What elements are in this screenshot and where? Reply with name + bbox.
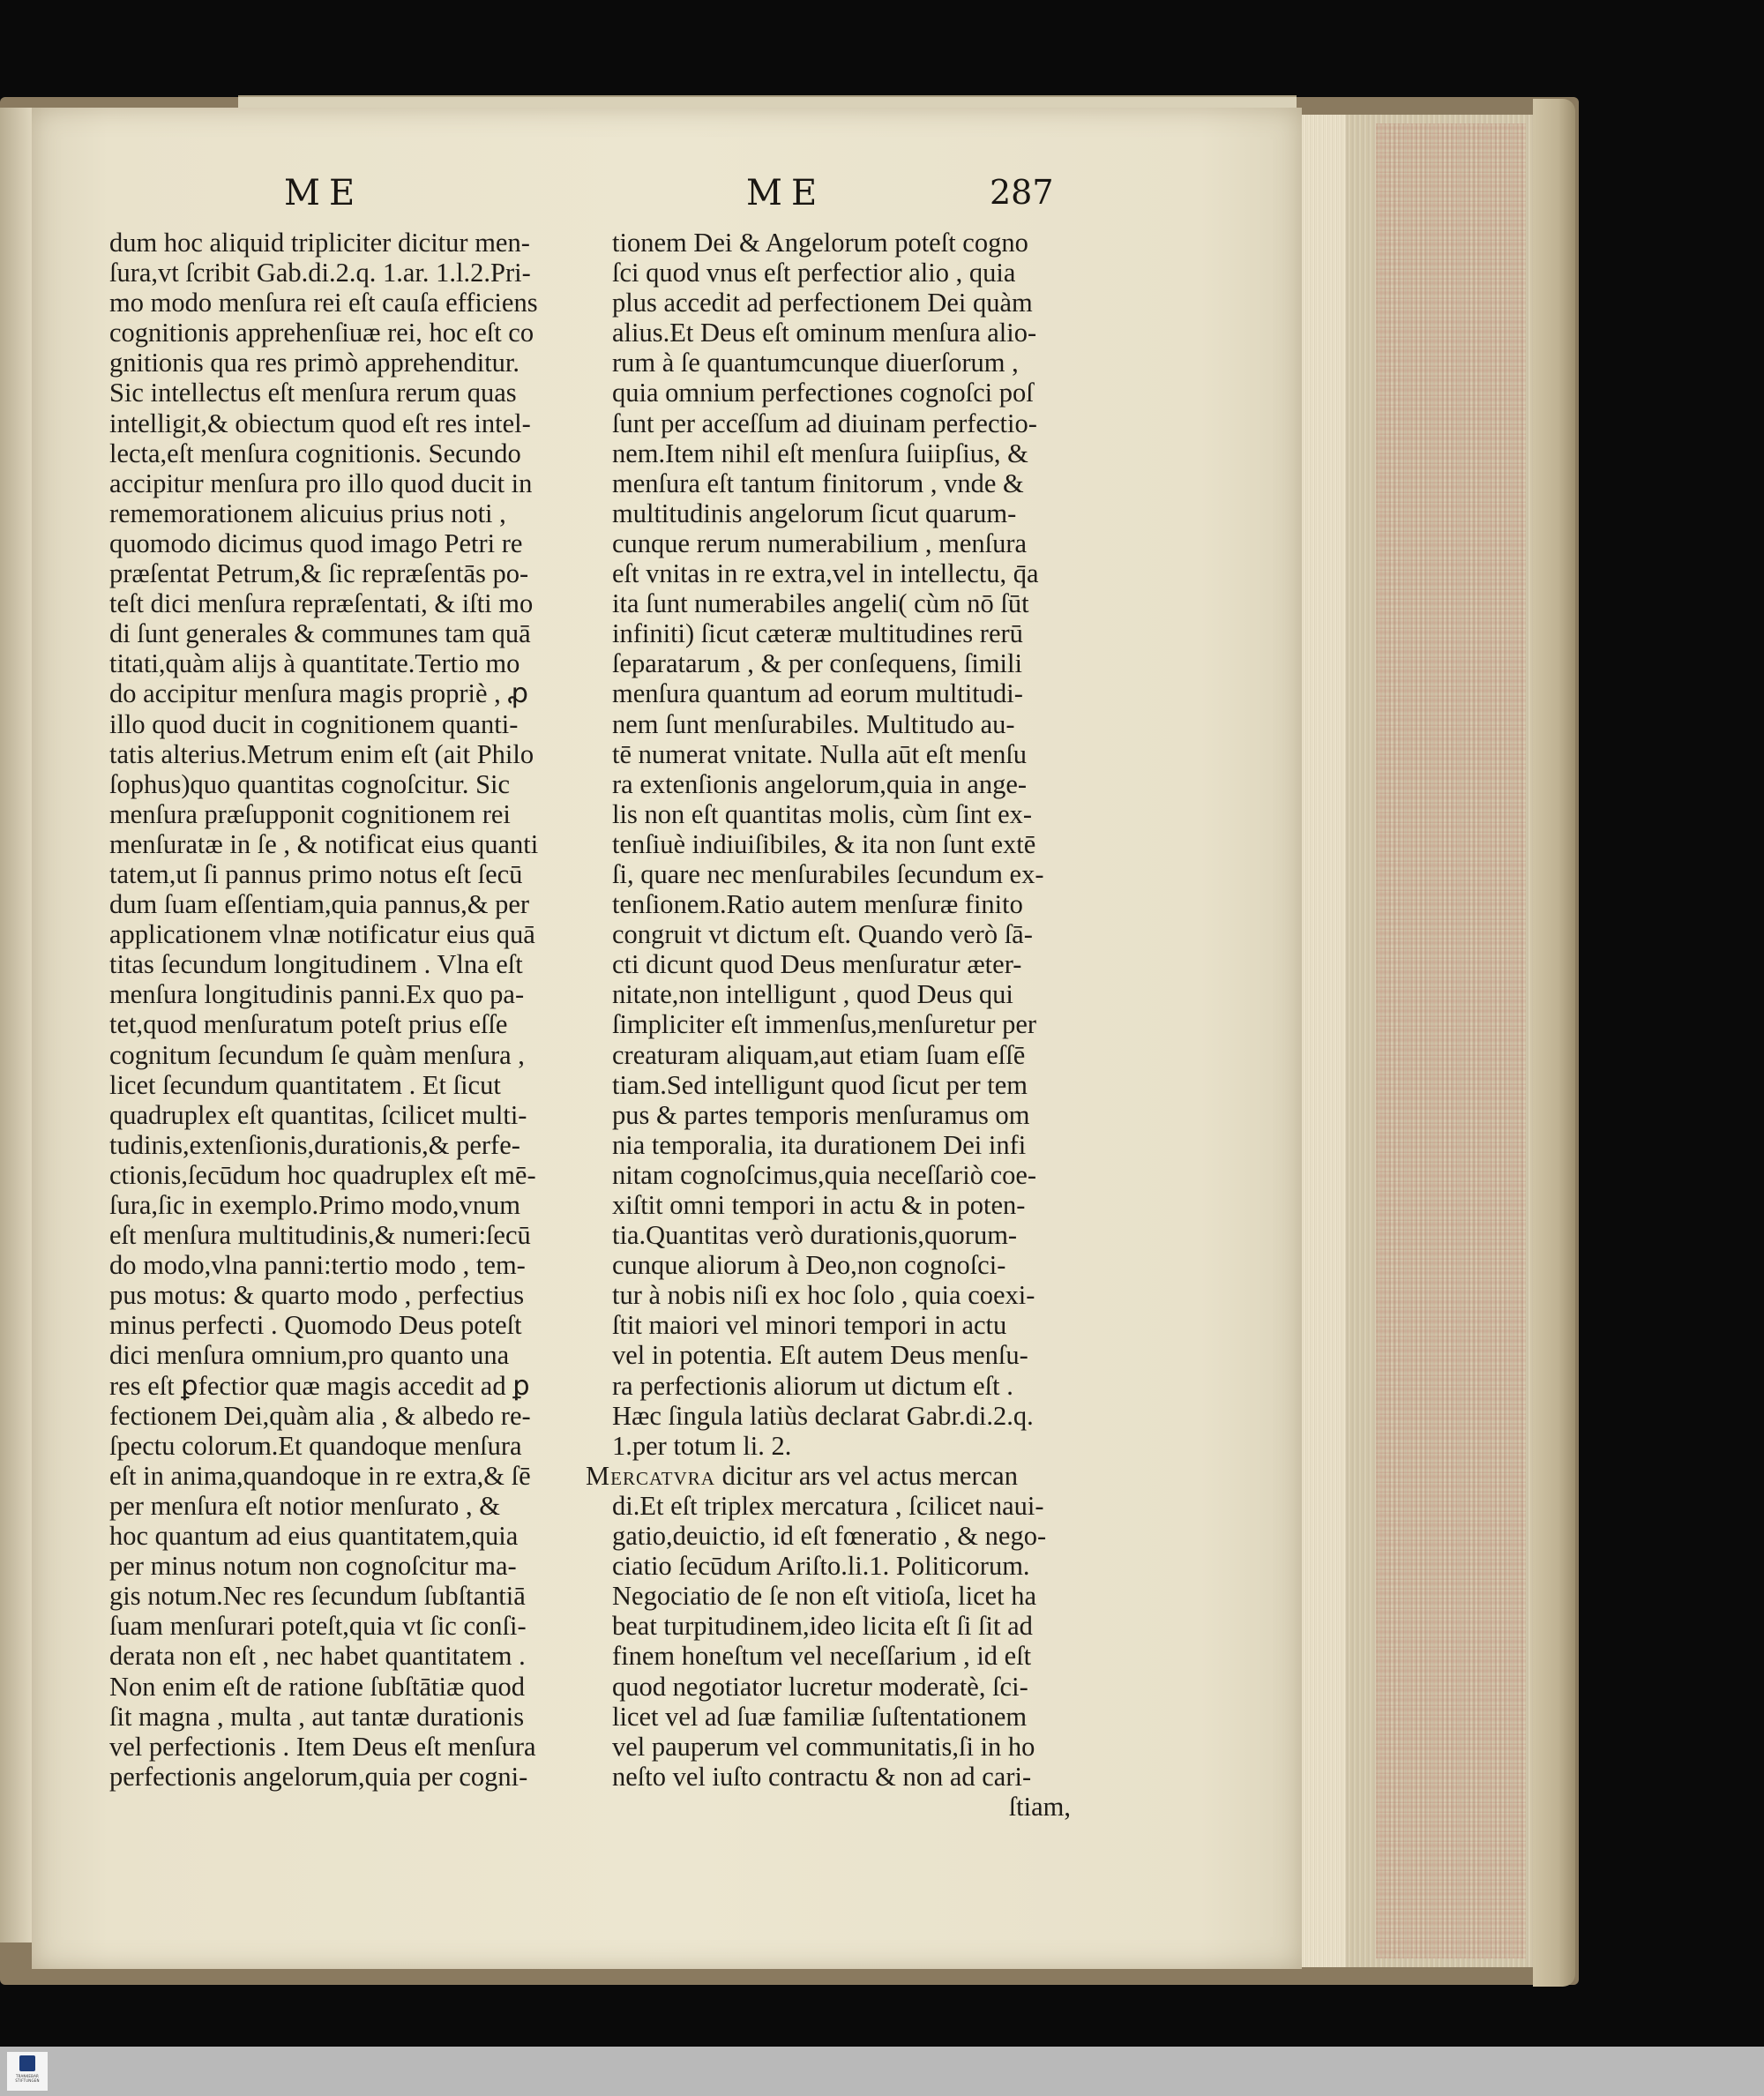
viewer-footer-bar xyxy=(0,2047,1764,2096)
text-line: nem ſunt menſurabiles. Multitudo au- xyxy=(612,708,1015,739)
text-line: tenſionem.Ratio autem menſuræ finito xyxy=(612,889,1023,920)
text-line: tia.Quantitas verò durationis,quorum- xyxy=(612,1220,1018,1251)
library-logo-icon xyxy=(19,2055,35,2071)
text-line: nem.Item nihil eſt menſura ſuiipſius, & xyxy=(612,438,1028,468)
text-line: vel in potentia. Eſt autem Deus menſu- xyxy=(612,1340,1028,1371)
text-line: pus motus: & quarto modo , perfectius xyxy=(109,1280,525,1311)
text-line: ſura,vt ſcribit Gab.di.2.q. 1.ar. 1.l.2.Pri- xyxy=(109,258,531,288)
text-line: vel perfectionis . Item Deus eſt menſura xyxy=(109,1731,536,1762)
text-line: fectionem Dei,quàm alia , & albedo re- xyxy=(109,1400,531,1431)
text-line: gnitionis qua res primò apprehenditur. xyxy=(109,348,520,378)
text-line: congruit vt dictum eſt. Quando verò ſā- xyxy=(612,919,1033,950)
text-line: cti dicunt quod Deus menſuratur æter- xyxy=(612,949,1022,980)
text-line: ſci quod vnus eſt perfectior alio , quia xyxy=(612,258,1016,288)
text-line: ſeparatarum , & per conſequens, ſimili xyxy=(612,648,1022,679)
text-line: minus perfecti . Quomodo Deus poteſt xyxy=(109,1310,522,1341)
text-line: per minus notum non cognoſcitur ma- xyxy=(109,1551,517,1582)
text-line: tudinis,extenſionis,durationis,& perfe- xyxy=(109,1129,520,1160)
text-line: tur à nobis niſi ex hoc ſolo , quia coexi- xyxy=(612,1280,1035,1311)
text-line: menſura præſupponit cognitionem rei xyxy=(109,798,511,829)
text-line: nitam cognoſcimus,quia neceſſariò coe- xyxy=(612,1159,1037,1190)
text-line: menſura quantum ad eorum multitudi- xyxy=(612,678,1023,709)
text-line: ſophus)quo quantitas cognoſcitur. Sic xyxy=(109,768,511,799)
text-line: do accipitur menſura magis propriè , ꝓ xyxy=(109,678,529,709)
text-line: Hæc ſingula latiùs declarat Gabr.di.2.q. xyxy=(612,1400,1034,1431)
text-line: lecta,eſt menſura cognitionis. Secundo xyxy=(109,438,521,468)
text-line: Non enim eſt de ratione ſubſtātiæ quod xyxy=(109,1671,525,1702)
text-line: Sic intellectus eſt menſura rerum quas xyxy=(109,378,517,408)
text-line: vel pauperum vel communitatis,ſi in ho xyxy=(612,1731,1035,1762)
text-line: per menſura eſt notior menſurato , & xyxy=(109,1490,500,1521)
text-line: ſtit maiori vel minori tempori in actu xyxy=(612,1310,1007,1341)
text-line: rum à ſe quantumcunque diuerſorum , xyxy=(612,348,1019,378)
right-text-column xyxy=(586,228,1118,1822)
running-head-center: ME xyxy=(746,173,826,213)
text-line: menſuratæ in ſe , & notificat eius quanti xyxy=(109,828,539,859)
text-line: derata non eſt , nec habet quantitatem . xyxy=(109,1641,526,1672)
text-line: tenſiuè indiuiſibiles, & ita non ſunt extē xyxy=(612,828,1036,859)
text-line: applicationem vlnæ notificatur eius quā xyxy=(109,919,535,950)
text-line: titati,quàm alijs à quantitate.Tertio mo xyxy=(109,648,520,679)
text-line: tionem Dei & Angelorum poteſt cogno xyxy=(612,228,1028,258)
text-line: ra perfectionis aliorum ut dictum eſt . xyxy=(612,1370,1013,1401)
text-line: ſuam menſurari poteſt,quia vt ſic conſi- xyxy=(109,1611,527,1642)
text-line: xiſtit omni tempori in actu & in poten- xyxy=(612,1190,1026,1220)
text-line: menſura eſt tantum finitorum , vnde & xyxy=(612,468,1024,498)
text-line: ſpectu colorum.Et quandoque menſura xyxy=(109,1430,522,1461)
text-line: præſentat Petrum,& ſic repræſentās po- xyxy=(109,558,529,589)
text-line: dum hoc aliquid tripliciter dicitur men- xyxy=(109,228,530,258)
text-line: ſimpliciter eſt immenſus,menſuretur per xyxy=(612,1009,1037,1040)
text-line: eſt in anima,quandoque in re extra,& ſē xyxy=(109,1460,531,1491)
text-line: dum ſuam eſſentiam,quia pannus,& per xyxy=(109,889,530,920)
text-line: ra extenſionis angelorum,quia in ange- xyxy=(612,768,1028,799)
text-line: eſt menſura multitudinis,& numeri:ſecū xyxy=(109,1220,531,1251)
text-line: lis non eſt quantitas molis, cùm ſint ex- xyxy=(612,798,1033,829)
catchword: ſtiam, xyxy=(1008,1791,1071,1822)
text-line: cunque rerum numerabilium , menſura xyxy=(612,528,1028,558)
text-line: 1.per totum li. 2. xyxy=(612,1430,792,1461)
text-line: finem honeſtum vel neceſſarium , id eſt xyxy=(612,1641,1032,1672)
text-line: tē numerat vnitate. Nulla aūt eſt menſu xyxy=(612,738,1028,769)
text-line: ita ſunt numerabiles angeli( cùm nō ſūt xyxy=(612,588,1029,619)
text-line: ſunt per acceſſum ad diuinam perfectio- xyxy=(612,408,1037,438)
text-line: tet,quod menſuratum poteſt prius eſſe xyxy=(109,1009,508,1040)
text-line: illo quod ducit in cognitionem quanti- xyxy=(109,708,519,739)
text-line: alius.Et Deus eſt ominum menſura alio- xyxy=(612,318,1037,348)
text-line: ſi, quare nec menſurabiles ſecundum ex- xyxy=(612,858,1044,889)
text-line: hoc quantum ad eius quantitatem,quia xyxy=(109,1521,519,1552)
text-line: Negociatio de ſe non eſt vitioſa, licet ha xyxy=(612,1581,1037,1612)
text-line: pus & partes temporis menſuramus om xyxy=(612,1099,1030,1130)
text-line: di ſunt generales & communes tam quā xyxy=(109,618,531,649)
text-line: res eſt ꝑfectior quæ magis accedit ad ꝑ xyxy=(109,1370,530,1401)
text-line: rememorationem alicuius prius noti , xyxy=(109,498,506,528)
text-line: ſura,ſic in exemplo.Primo modo,vnum xyxy=(109,1190,520,1220)
text-line: licet ſecundum quantitatem . Et ſicut xyxy=(109,1069,501,1100)
text-line: quia omnium perfectiones cognoſci poſ xyxy=(612,378,1034,408)
entry-first-line xyxy=(586,1461,1118,1491)
text-line: quomodo dicimus quod imago Petri re xyxy=(109,528,523,558)
text-line: plus accedit ad perfectionem Dei quàm xyxy=(612,288,1033,318)
text-line: quadruplex eſt quantitas, ſcilicet multi- xyxy=(109,1099,527,1130)
library-logo[interactable] xyxy=(7,2052,48,2091)
text-line: titas ſecundum longitudinem . Vlna eſt xyxy=(109,949,523,980)
text-line: infiniti) ſicut cæteræ multitudines rerū xyxy=(612,618,1023,649)
text-line: perfectionis angelorum,quia per cogni- xyxy=(109,1761,528,1792)
text-line: do modo,vlna panni:tertio modo , tem- xyxy=(109,1250,526,1281)
text-line: creaturam aliquam,aut etiam ſuam eſſē xyxy=(612,1039,1026,1070)
text-line: beat turpitudinem,ideo licita eſt ſi ſit ad xyxy=(612,1611,1033,1642)
text-line: ſit magna , multa , aut tantæ durationis xyxy=(109,1701,525,1732)
text-line: teſt dici menſura repræſentati, & iſti mo xyxy=(109,588,534,619)
entry-headword: Mercatvra xyxy=(586,1460,715,1491)
text-line: cognitionis apprehenſiuæ rei, hoc eſt co xyxy=(109,318,534,348)
left-page-edge xyxy=(0,108,34,1943)
fore-edge-speckle xyxy=(1376,124,1526,1958)
library-logo-text: TRANKEBAR STIFTUNGEN xyxy=(15,2074,40,2083)
text-line: mo modo menſura rei eſt cauſa efficiens xyxy=(109,288,538,318)
text-line: tatis alterius.Metrum enim eſt (ait Philo xyxy=(109,738,534,769)
text-line: nia temporalia, ita durationem Dei infi xyxy=(612,1129,1027,1160)
text-line: ciatio ſecūdum Ariſto.li.1. Politicorum. xyxy=(612,1551,1030,1582)
text-line: multitudinis angelorum ſicut quarum- xyxy=(612,498,1017,528)
text-line: gatio,deuictio, id eſt fœneratio , & nego- xyxy=(612,1521,1047,1552)
page-number: 287 xyxy=(990,173,1054,212)
text-line: licet vel ad ſuæ familiæ ſuſtentationem xyxy=(612,1701,1028,1732)
text-line: tatem,ut ſi pannus primo notus eſt ſecū xyxy=(109,858,523,889)
text-line: quod negotiator lucretur moderatè, ſci- xyxy=(612,1671,1028,1702)
text-line: menſura longitudinis panni.Ex quo pa- xyxy=(109,979,525,1010)
text-line: nitate,non intelligunt , quod Deus qui xyxy=(612,979,1013,1010)
book-binding xyxy=(1533,99,1575,1987)
left-text-column xyxy=(109,228,586,1792)
text-line: cognitum ſecundum ſe quàm menſura , xyxy=(109,1039,525,1070)
text-line: di.Et eſt triplex mercatura , ſcilicet naui- xyxy=(612,1490,1044,1521)
text-line: tiam.Sed intelligunt quod ſicut per tem xyxy=(612,1069,1028,1100)
text-line: intelligit,& obiectum quod eſt res intel- xyxy=(109,408,531,438)
text-line: ctionis,ſecūdum hoc quadruplex eſt mē- xyxy=(109,1159,536,1190)
text-line: eſt vnitas in re extra,vel in intellectu, q̄a xyxy=(612,558,1039,589)
entry-first-line-text: dicitur ars vel actus mercan xyxy=(714,1460,1018,1491)
text-line: accipitur menſura pro illo quod ducit in xyxy=(109,468,533,498)
text-line: dici menſura omnium,pro quanto una xyxy=(109,1340,510,1371)
running-head-left: ME xyxy=(284,173,364,213)
text-line: neſto vel iuſto contractu & non ad cari- xyxy=(612,1761,1032,1792)
text-line: gis notum.Nec res ſecundum ſubſtantiā xyxy=(109,1581,526,1612)
text-line: cunque aliorum à Deo,non cognoſci- xyxy=(612,1250,1006,1281)
